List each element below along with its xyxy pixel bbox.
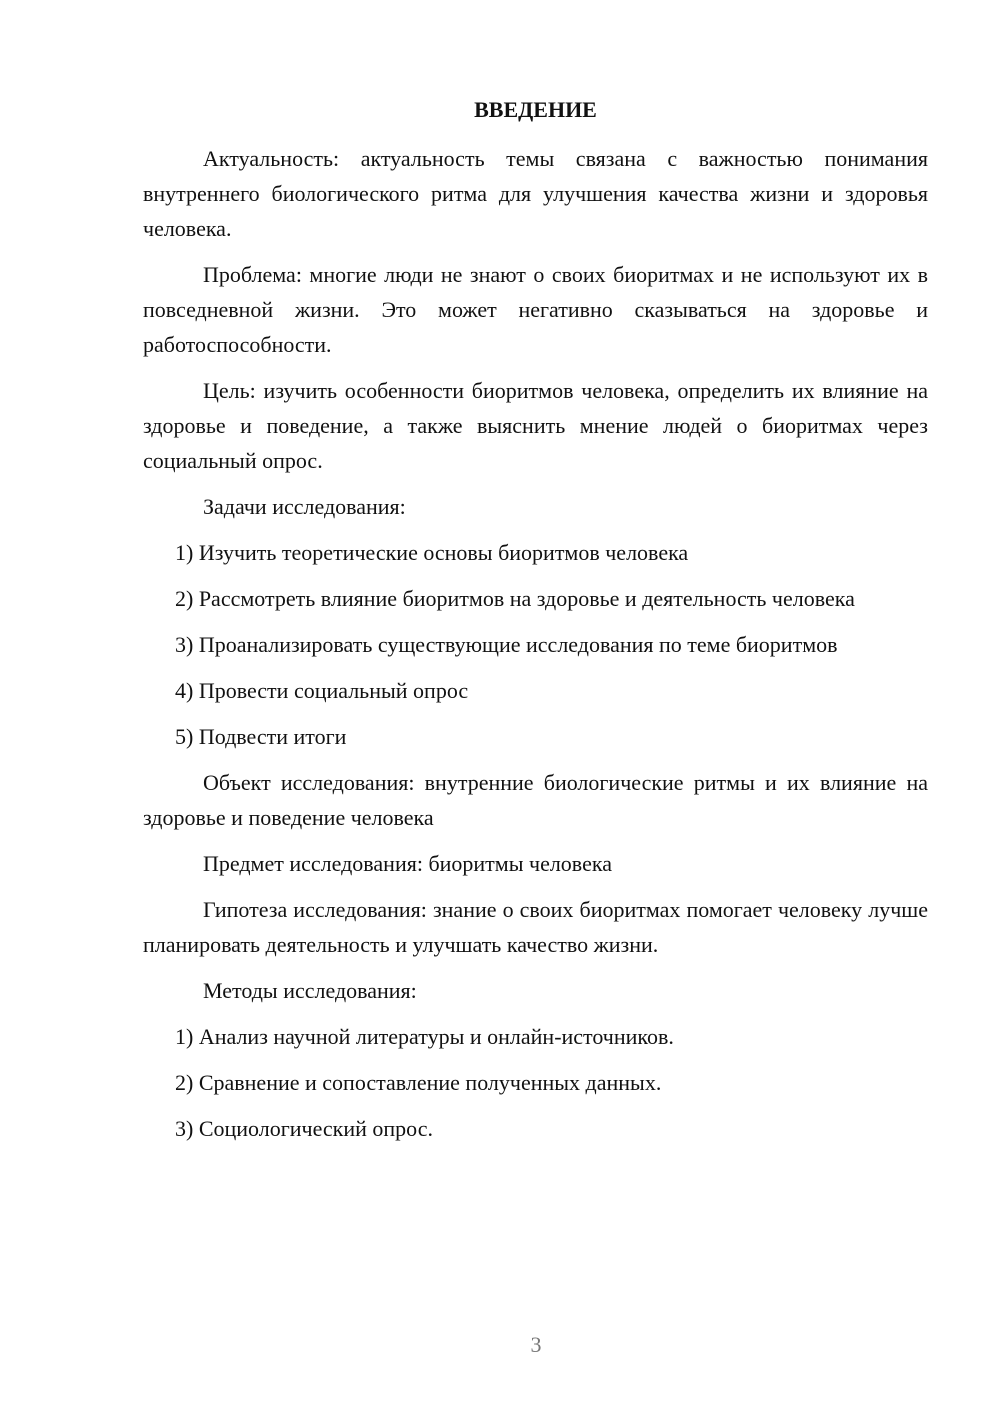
method-item: 3) Социологический опрос. — [175, 1116, 433, 1141]
goal-paragraph: Цель: изучить особенности биоритмов человека, определить их влияние на здоровье и поведение, а также выяснить мнение людей о биоритмах через социальный опрос. — [143, 378, 928, 473]
problem-paragraph: Проблема: многие люди не знают о своих биоритмах и не используют их в повседневной жизни. Это может негативно сказываться на здоровье и работоспособности. — [143, 262, 928, 357]
subject-paragraph: Предмет исследования: биоритмы человека — [203, 851, 612, 876]
method-item: 2) Сравнение и сопоставление полученных данных. — [175, 1070, 662, 1095]
task-item: 3) Проанализировать существующие исследования по теме биоритмов — [175, 632, 838, 657]
section-title: ВВЕДЕНИЕ — [474, 97, 597, 122]
tasks-heading: Задачи исследования: — [203, 494, 406, 519]
page-content — [143, 92, 928, 1157]
task-item: 5) Подвести итоги — [175, 724, 347, 749]
method-item: 1) Анализ научной литературы и онлайн-источников. — [175, 1024, 674, 1049]
object-paragraph: Объект исследования: внутренние биологические ритмы и их влияние на здоровье и поведение человека — [143, 770, 928, 830]
task-item: 1) Изучить теоретические основы биоритмов человека — [175, 540, 689, 565]
methods-heading: Методы исследования: — [203, 978, 417, 1003]
page-number: 3 — [530, 1332, 542, 1357]
relevance-paragraph: Актуальность: актуальность темы связана с важностью понимания внутреннего биологического ритма для улучшения качества жизни и здоровья человека. — [143, 146, 928, 241]
task-item: 4) Провести социальный опрос — [175, 678, 469, 703]
task-item: 2) Рассмотреть влияние биоритмов на здоровье и деятельность человека — [175, 586, 855, 611]
hypothesis-paragraph: Гипотеза исследования: знание о своих биоритмах помогает человеку лучше планировать деятельность и улучшать качество жизни. — [143, 897, 928, 957]
